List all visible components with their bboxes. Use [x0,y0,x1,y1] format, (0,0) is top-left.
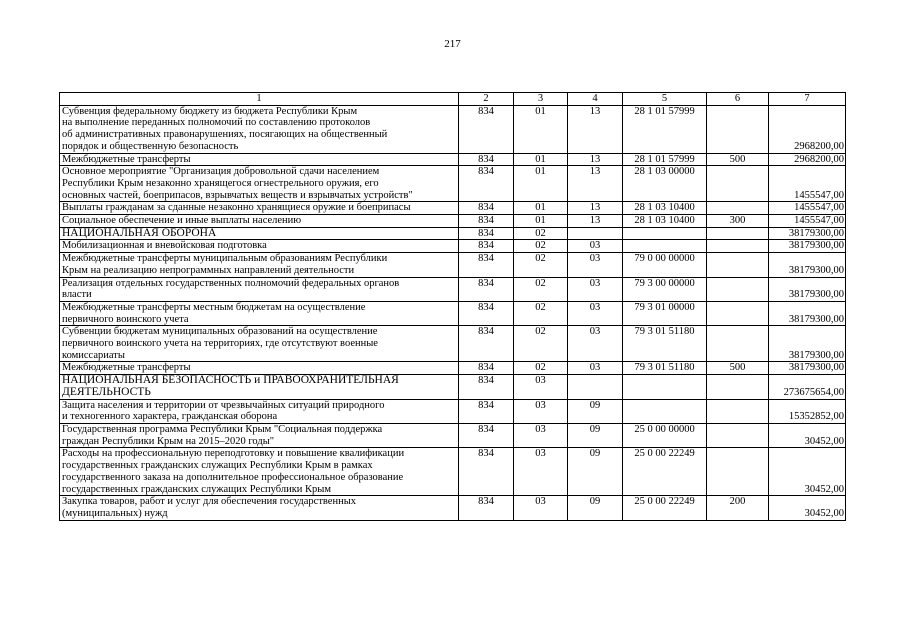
row-target-cell: 25 0 00 22249 [623,496,707,520]
row-subsection-cell: 03 [568,253,623,277]
row-target-cell: 28 1 03 10400 [623,215,707,228]
row-code-cell: 834 [459,166,514,202]
row-target-cell [623,227,707,240]
row-expense-type-cell [707,301,769,325]
column-header: 1 [60,93,459,106]
row-name-cell: Межбюджетные трансферты [60,153,459,166]
row-expense-type-cell: 200 [707,496,769,520]
row-section-cell: 02 [514,362,568,375]
row-expense-type-cell [707,105,769,153]
table-row [60,326,846,362]
row-expense-type-cell: 300 [707,215,769,228]
row-target-cell: 79 3 00 00000 [623,277,707,301]
row-amount-cell: 38179300,00 [769,301,846,325]
row-section-cell: 01 [514,105,568,153]
column-header: 6 [707,93,769,106]
row-subsection-cell: 09 [568,399,623,423]
row-name-cell: Межбюджетные трансферты [60,362,459,375]
row-expense-type-cell [707,166,769,202]
row-section-cell: 03 [514,496,568,520]
row-section-cell: 03 [514,375,568,399]
row-code-cell: 834 [459,105,514,153]
row-amount-cell: 38179300,00 [769,227,846,240]
row-section-cell: 03 [514,448,568,496]
row-code-cell: 834 [459,227,514,240]
row-code-cell: 834 [459,240,514,253]
row-name-cell: Социальное обеспечение и иные выплаты населению [60,215,459,228]
table-row [60,496,846,520]
row-section-cell: 01 [514,153,568,166]
row-subsection-cell [568,375,623,399]
row-expense-type-cell [707,240,769,253]
table-row [60,215,846,228]
table-row [60,227,846,240]
row-section-cell: 02 [514,326,568,362]
row-code-cell: 834 [459,253,514,277]
row-subsection-cell: 09 [568,423,623,447]
table-row [60,375,846,399]
row-amount-cell: 38179300,00 [769,240,846,253]
row-target-cell [623,375,707,399]
row-target-cell [623,240,707,253]
row-name-cell: Межбюджетные трансферты местным бюджетам на осуществление первичного воинского учета [60,301,459,325]
row-target-cell: 28 1 01 57999 [623,105,707,153]
row-section-cell: 02 [514,240,568,253]
row-name-cell: Государственная программа Республики Крым "Социальная поддержка граждан Республики Крым на 2015–2020 годы" [60,423,459,447]
row-amount-cell: 1455547,00 [769,202,846,215]
row-subsection-cell: 09 [568,448,623,496]
row-amount-cell: 38179300,00 [769,253,846,277]
row-target-cell: 79 3 01 51180 [623,362,707,375]
table-row [60,240,846,253]
row-code-cell: 834 [459,448,514,496]
row-amount-cell: 38179300,00 [769,326,846,362]
row-amount-cell: 273675654,00 [769,375,846,399]
row-name-cell: Выплаты гражданам за сданные незаконно хранящиеся оружие и боеприпасы [60,202,459,215]
row-subsection-cell: 13 [568,215,623,228]
row-expense-type-cell [707,202,769,215]
row-expense-type-cell [707,253,769,277]
row-name-cell: Мобилизационная и вневойсковая подготовка [60,240,459,253]
budget-table [59,92,846,521]
row-section-cell: 02 [514,277,568,301]
row-target-cell [623,399,707,423]
row-amount-cell: 30452,00 [769,448,846,496]
row-amount-cell: 38179300,00 [769,362,846,375]
row-code-cell: 834 [459,301,514,325]
row-target-cell: 28 1 03 10400 [623,202,707,215]
row-expense-type-cell [707,277,769,301]
table-row [60,448,846,496]
row-name-cell: Межбюджетные трансферты муниципальным образованиям Республики Крым на реализацию непрограммных направлений деятельности [60,253,459,277]
row-subsection-cell: 03 [568,362,623,375]
row-name-cell: Закупка товаров, работ и услуг для обеспечения государственных (муниципальных) нужд [60,496,459,520]
row-section-cell: 02 [514,253,568,277]
column-header: 4 [568,93,623,106]
row-code-cell: 834 [459,153,514,166]
row-name-cell: Реализация отдельных государственных полномочий федеральных органов власти [60,277,459,301]
row-name-cell: Расходы на профессиональную переподготовку и повышение квалификации государственных гражданских служащих Республики Крым в рамках государственного заказа на дополнительное профессиональное образование государственных гражданских служащих Республики Крым [60,448,459,496]
row-code-cell: 834 [459,362,514,375]
row-subsection-cell: 03 [568,301,623,325]
row-section-cell: 03 [514,399,568,423]
row-target-cell: 25 0 00 00000 [623,423,707,447]
row-code-cell: 834 [459,202,514,215]
row-code-cell: 834 [459,423,514,447]
row-name-cell: НАЦИОНАЛЬНАЯ БЕЗОПАСНОСТЬ и ПРАВООХРАНИТЕЛЬНАЯ ДЕЯТЕЛЬНОСТЬ [60,375,459,399]
row-amount-cell: 2968200,00 [769,105,846,153]
table-row [60,362,846,375]
row-section-cell: 02 [514,227,568,240]
row-subsection-cell: 03 [568,326,623,362]
row-section-cell: 01 [514,166,568,202]
row-code-cell: 834 [459,375,514,399]
table-row [60,277,846,301]
row-amount-cell: 1455547,00 [769,215,846,228]
row-section-cell: 03 [514,423,568,447]
table-row [60,153,846,166]
row-name-cell: Основное мероприятие "Организация добровольной сдачи населением Республики Крым незаконно хранящегося огнестрельного оружия, его основных частей, боеприпасов, взрывчатых веществ и взрывчатых устройств" [60,166,459,202]
row-section-cell: 01 [514,215,568,228]
row-expense-type-cell [707,399,769,423]
row-code-cell: 834 [459,326,514,362]
row-expense-type-cell: 500 [707,153,769,166]
row-expense-type-cell [707,448,769,496]
row-name-cell: НАЦИОНАЛЬНАЯ ОБОРОНА [60,227,459,240]
row-target-cell: 79 3 01 51180 [623,326,707,362]
column-header: 7 [769,93,846,106]
row-expense-type-cell [707,326,769,362]
row-amount-cell: 30452,00 [769,496,846,520]
row-subsection-cell [568,227,623,240]
row-subsection-cell: 13 [568,105,623,153]
row-subsection-cell: 03 [568,240,623,253]
row-expense-type-cell [707,423,769,447]
row-code-cell: 834 [459,215,514,228]
row-expense-type-cell [707,375,769,399]
column-header: 3 [514,93,568,106]
row-subsection-cell: 13 [568,202,623,215]
row-amount-cell: 2968200,00 [769,153,846,166]
row-amount-cell: 30452,00 [769,423,846,447]
table-row [60,399,846,423]
row-expense-type-cell: 500 [707,362,769,375]
row-subsection-cell: 13 [568,166,623,202]
row-code-cell: 834 [459,277,514,301]
row-target-cell: 28 1 01 57999 [623,153,707,166]
table-row [60,202,846,215]
row-target-cell: 79 3 01 00000 [623,301,707,325]
row-section-cell: 02 [514,301,568,325]
table-row [60,105,846,153]
column-header: 5 [623,93,707,106]
row-subsection-cell: 09 [568,496,623,520]
row-section-cell: 01 [514,202,568,215]
row-name-cell: Субвенции бюджетам муниципальных образований на осуществление первичного воинского учета на территориях, где отсутствуют военные комиссариаты [60,326,459,362]
row-code-cell: 834 [459,399,514,423]
row-name-cell: Защита населения и территории от чрезвычайных ситуаций природного и техногенного характера, гражданская оборона [60,399,459,423]
table-row [60,423,846,447]
row-code-cell: 834 [459,496,514,520]
row-amount-cell: 15352852,00 [769,399,846,423]
row-target-cell: 25 0 00 22249 [623,448,707,496]
table-row [60,301,846,325]
row-amount-cell: 1455547,00 [769,166,846,202]
page-number: 217 [444,38,461,50]
row-expense-type-cell [707,227,769,240]
row-name-cell: Субвенция федеральному бюджету из бюджета Республики Крым на выполнение переданных полномочий по составлению протоколов об административных правонарушениях, посягающих на общественный порядок и общественную безопасность [60,105,459,153]
column-header: 2 [459,93,514,106]
table-row [60,166,846,202]
table-header-row [60,93,846,106]
table-row [60,253,846,277]
row-amount-cell: 38179300,00 [769,277,846,301]
row-subsection-cell: 03 [568,277,623,301]
row-subsection-cell: 13 [568,153,623,166]
row-target-cell: 79 0 00 00000 [623,253,707,277]
row-target-cell: 28 1 03 00000 [623,166,707,202]
